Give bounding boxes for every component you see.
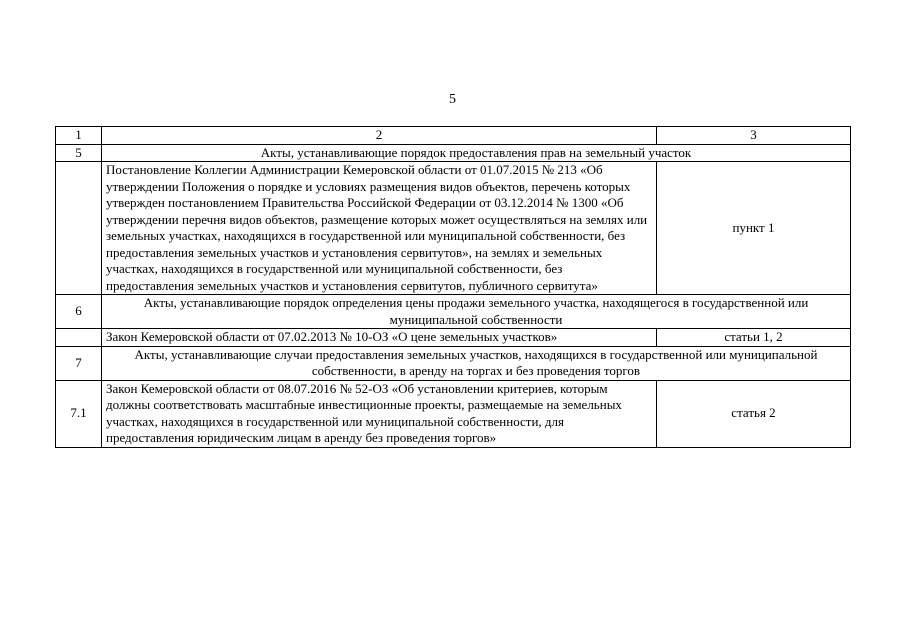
header-col-3: 3 (657, 127, 851, 145)
section-title: Акты, устанавливающие порядок определения цены продажи земельного участка, находящегося в государственной или муниципальной собственности (102, 295, 851, 329)
section-row (56, 144, 851, 162)
act-title: Постановление Коллегии Администрации Кемеровской области от 01.07.2015 № 213 «Об утверждении Положения о порядке и условиях размещения видов объектов, перечень которых утвержден постановлением Правительства Российской Федерации от 03.12.2014 № 1300 «Об утверждении перечня видов объектов, размещение которых может осуществляться на землях или земельных участках, находящихся в государственной или муниципальной собственности, без предоставления земельных участков и установления сервитутов», на землях и земельных участках, находящихся в государственной или муниципальной собственности, без предоставления земельных участков и установления сервитутов, публичного сервитута» (102, 162, 657, 295)
table-header-row (56, 127, 851, 145)
table-row (56, 162, 851, 295)
act-reference: статьи 1, 2 (657, 329, 851, 347)
table-row (56, 329, 851, 347)
section-title: Акты, устанавливающие случаи предоставления земельных участков, находящихся в государственной или муниципальной собственности, в аренду на торгах и без проведения торгов (102, 346, 851, 380)
act-reference: пункт 1 (657, 162, 851, 295)
page-number: 5 (449, 92, 456, 107)
row-number: 5 (56, 144, 102, 162)
header-col-2: 2 (102, 127, 657, 145)
table-row (56, 380, 851, 447)
act-title: Закон Кемеровской области от 07.02.2013 № 10-ОЗ «О цене земельных участков» (102, 329, 657, 347)
section-title: Акты, устанавливающие порядок предоставления прав на земельный участок (102, 144, 851, 162)
row-number: 7 (56, 346, 102, 380)
act-title: Закон Кемеровской области от 08.07.2016 № 52-ОЗ «Об установлении критериев, которым должны соответствовать масштабные инвестиционные проекты, размещаемые на земельных участках, находящихся в государственной или муниципальной собственности, для предоставления юридическим лицам в аренду без проведения торгов» (102, 380, 657, 447)
section-row (56, 295, 851, 329)
header-col-1: 1 (56, 127, 102, 145)
act-reference: статья 2 (657, 380, 851, 447)
row-number: 6 (56, 295, 102, 329)
row-number: 7.1 (56, 380, 102, 447)
acts-table (55, 126, 851, 448)
row-number (56, 162, 102, 295)
row-number (56, 329, 102, 347)
section-row (56, 346, 851, 380)
